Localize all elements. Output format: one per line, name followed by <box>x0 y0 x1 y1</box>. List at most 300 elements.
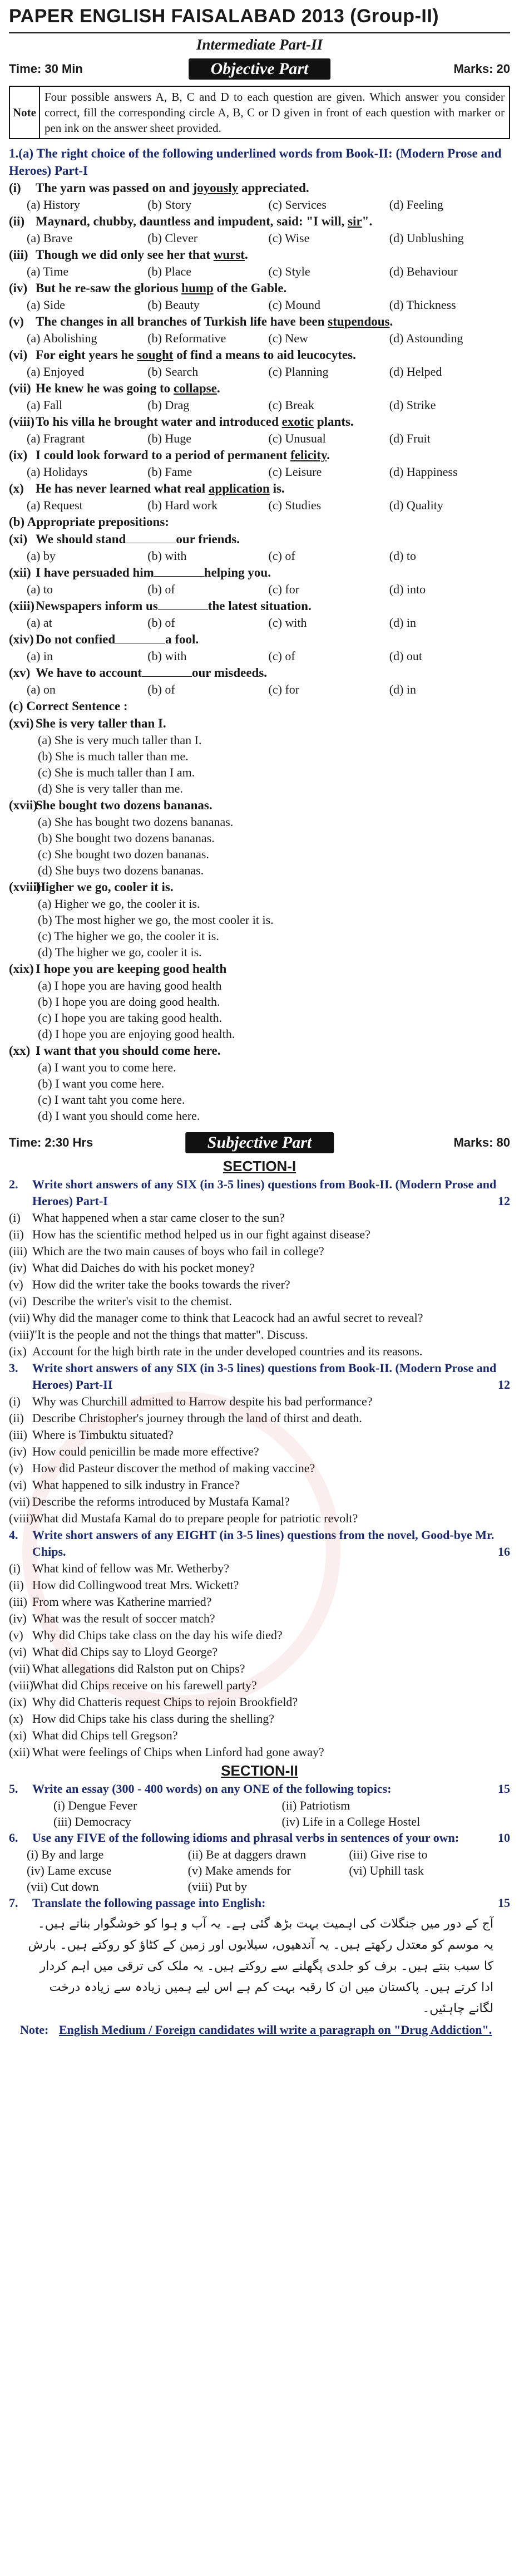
short-question-text: How could penicillin be made more effective? <box>32 1444 259 1458</box>
short-question-number: (i) <box>9 1211 21 1225</box>
answer-option: (b) Clever <box>147 231 198 245</box>
mcq-question <box>9 246 510 263</box>
answer-option: (b) Drag <box>147 398 190 412</box>
short-question-text: Where is Timbuktu situated? <box>32 1428 174 1442</box>
answer-option: (b) She is much taller than me. <box>38 749 189 763</box>
short-question-text: Why was Churchill admitted to Harrow despite his bad performance? <box>32 1394 373 1408</box>
answer-option: (d) Astounding <box>389 331 463 345</box>
q5-number: 5. <box>9 1782 18 1796</box>
short-question-text: From where was Katherine married? <box>32 1595 212 1609</box>
short-question <box>9 1577 510 1594</box>
question-text: For eight years he sought of find a means to aid leucocytes. <box>36 348 356 362</box>
answer-option: (a) by <box>27 549 56 563</box>
short-question-number: (viii) <box>9 1511 33 1525</box>
subjective-marks: Marks: 80 <box>453 1135 510 1149</box>
short-question-number: (ii) <box>9 1578 24 1592</box>
short-question-number: (vi) <box>9 1645 27 1659</box>
short-question-text: What kind of fellow was Mr. Wetherby? <box>32 1561 230 1575</box>
answer-option: (c) New <box>268 331 308 345</box>
short-question-number: (vii) <box>9 1311 30 1325</box>
short-question-text: What did Chips tell Gregson? <box>32 1728 178 1742</box>
section-2-heading: SECTION-II <box>221 1762 298 1779</box>
question-number: (ii) <box>9 214 25 228</box>
short-question <box>9 1243 510 1260</box>
answer-option: (d) She is very taller than me. <box>38 781 183 795</box>
q6-idioms <box>9 1846 510 1895</box>
question-number: 4. <box>9 1528 18 1542</box>
answer-option: (a) Enjoyed <box>27 365 85 378</box>
q6-marks: 10 <box>498 1831 510 1845</box>
short-question-text: What was the result of soccer match? <box>32 1611 215 1625</box>
short-question <box>9 1260 510 1276</box>
answer-option: (c) Style <box>268 264 310 278</box>
question-number: (x) <box>9 481 24 495</box>
short-question-text: How did the writer take the books towards the river? <box>32 1277 290 1291</box>
mcq-question <box>9 413 510 430</box>
blank-line <box>142 676 192 677</box>
short-question-text: Which are the two main causes of boys who fail in college? <box>32 1244 324 1258</box>
q7-note-text: English Medium / Foreign candidates will write a paragraph on "Drug Addiction". <box>59 2023 492 2037</box>
answer-option: (d) Quality <box>389 498 443 512</box>
question-heading-text: Write short answers of any EIGHT (in 3-5 lines) questions from the novel, Good-bye Mr. Chips. 16 <box>32 1527 510 1560</box>
answer-option: (b) Huge <box>147 431 192 445</box>
question-number: (xv) <box>9 666 31 680</box>
underlined-word: application <box>208 481 270 495</box>
answer-option: (c) I want taht you come here. <box>38 1093 185 1107</box>
short-question-number: (ix) <box>9 1344 27 1358</box>
question-text: The yarn was passed on and joyously appreciated. <box>36 181 309 195</box>
correct-sentence-question <box>9 960 510 977</box>
note-box <box>9 86 510 139</box>
short-question-number: (xii) <box>9 1745 30 1759</box>
answer-options <box>9 614 510 631</box>
short-question <box>9 1460 510 1477</box>
answer-option: (d) She buys two dozens bananas. <box>38 863 204 877</box>
short-question-number: (vi) <box>9 1478 27 1492</box>
short-question-number: (iv) <box>9 1611 27 1625</box>
answer-option: (a) Holidays <box>27 465 88 479</box>
short-question <box>9 1510 510 1527</box>
underlined-word: exotic <box>281 415 314 429</box>
idiom-item: (vii) Cut down <box>27 1880 99 1894</box>
answer-option: (c) Studies <box>268 498 322 512</box>
answer-option: (c) Mound <box>268 298 320 312</box>
short-question-text: What happened when a star came closer to the sun? <box>32 1211 285 1225</box>
answer-option: (b) Story <box>147 198 192 212</box>
question-heading <box>9 1527 510 1560</box>
q5-topics <box>9 1797 510 1830</box>
answer-option: (d) Thickness <box>389 298 456 312</box>
question-text: She bought two dozens bananas. <box>36 798 212 812</box>
answer-options <box>9 681 510 697</box>
question-text: Maynard, chubby, dauntless and impudent, said: "I will, sir". <box>36 214 373 228</box>
answer-option: (d) in <box>389 616 417 630</box>
answer-option: (c) Break <box>268 398 314 412</box>
question-text: We have to account our misdeeds. <box>36 666 268 680</box>
answer-option: (b) Reformative <box>147 331 226 345</box>
answer-option: (c) She is much taller than I am. <box>38 765 195 779</box>
question-text: Newspapers inform us the latest situation. <box>36 599 312 613</box>
short-question-text: "It is the people and not the things that matter". Discuss. <box>32 1328 308 1341</box>
short-question-number: (ii) <box>9 1227 24 1241</box>
preposition-question <box>9 564 510 581</box>
short-question-text: What did Mustafa Kamal do to prepare people for patriotic revolt? <box>32 1511 358 1525</box>
short-question-number: (iii) <box>9 1244 27 1258</box>
answer-options <box>9 363 510 380</box>
answer-option: (a) Request <box>27 498 83 512</box>
answer-option: (a) at <box>27 616 52 630</box>
short-question-text: How did Chips take his class during the shelling? <box>32 1712 275 1725</box>
essay-topic: (iii) Democracy <box>53 1815 131 1828</box>
idiom-item <box>349 1879 510 1895</box>
short-question <box>9 1477 510 1493</box>
question-number: 3. <box>9 1361 18 1375</box>
short-question <box>9 1443 510 1460</box>
q7-marks: 15 <box>498 1896 510 1910</box>
answer-option: (d) Fruit <box>389 431 431 445</box>
answer-option: (d) Unblushing <box>389 231 464 245</box>
question-text: Though we did only see her that wurst. <box>36 248 248 262</box>
short-question-number: (iii) <box>9 1428 27 1442</box>
answer-option: (b) with <box>147 649 187 663</box>
subjective-time: Time: 2:30 Hrs <box>9 1135 93 1149</box>
idiom-item: (iv) Lame excuse <box>27 1864 112 1877</box>
answer-options <box>9 430 510 446</box>
short-question <box>9 1210 510 1226</box>
answer-option: (a) She has bought two dozens bananas. <box>38 815 234 829</box>
correct-sentence-question <box>9 878 510 896</box>
question-number: (xvii) <box>9 798 38 812</box>
short-question-text: Describe the writer's visit to the chemist. <box>32 1294 232 1308</box>
answer-option: (b) Place <box>147 264 192 278</box>
q6-heading <box>9 1830 510 1846</box>
answer-option: (d) Strike <box>389 398 436 412</box>
correct-sentence-question <box>9 715 510 732</box>
short-question <box>9 1310 510 1326</box>
answer-option: (d) Helped <box>389 365 442 378</box>
q5-heading <box>9 1781 510 1797</box>
short-question-text: Why did Chatteris request Chips to rejoin Brookfield? <box>32 1695 298 1709</box>
essay-topic: (i) Dengue Fever <box>53 1798 137 1812</box>
underlined-word: hump <box>181 281 214 295</box>
short-question <box>9 1644 510 1660</box>
answer-option: (b) Search <box>147 365 199 378</box>
short-question-text: Describe the reforms introduced by Mustafa Kamal? <box>32 1495 290 1508</box>
question-6 <box>9 1830 510 1895</box>
question-number: (xvi) <box>9 716 34 730</box>
question-heading <box>9 1176 510 1210</box>
question-2 <box>9 1176 510 1360</box>
short-question-text: What did Chips receive on his farewell party? <box>32 1678 257 1692</box>
question-number: (xviii) <box>9 880 41 894</box>
idiom-item: (iii) Give rise to <box>349 1847 428 1861</box>
underlined-word: collapse <box>173 381 217 395</box>
answer-option: (c) Planning <box>268 365 329 378</box>
answer-option: (c) I hope you are taking good health. <box>38 1011 223 1025</box>
question-number: (iv) <box>9 281 28 295</box>
answer-options <box>9 230 510 246</box>
q7-note <box>9 2022 510 2038</box>
question-number: (i) <box>9 181 21 195</box>
short-question <box>9 1627 510 1644</box>
idiom-item: (v) Make amends for <box>187 1864 291 1877</box>
subjective-banner-row <box>9 1129 510 1156</box>
short-question-text: Why did the manager come to think that Leacock had an awful secret to reveal? <box>32 1311 423 1325</box>
essay-topic: (iv) Life in a College Hostel <box>281 1815 421 1828</box>
question-text: Do not confied a fool. <box>36 632 199 646</box>
short-question-text: Why did Chips take class on the day his wife died? <box>32 1628 283 1642</box>
preposition-list <box>9 530 510 697</box>
paper-subtitle: Intermediate Part-II <box>196 36 323 53</box>
short-question-number: (v) <box>9 1277 23 1291</box>
urdu-passage: آج کے دور میں جنگلات کی اہمیت بہت بڑھ گئی ہے۔ یہ آب و ہوا کو خوشگوار بناتے ہیں۔ یہ موسم کو معتدل رکھتے ہیں۔ یہ آندھیوں، سیلابوں اور زمین کے کٹاؤ کو روکتے ہیں۔ بارش کا سبب بنتے ہیں۔ برف کو جلدی پگھلنے سے روکتے ہیں۔ یہ ملک کی ترقی میں اہم کردار ادا کرتے ہیں۔ پاکستان میں ان کا رقبہ بہت کم ہے اس لیے ہمیں زیادہ سے زیادہ درخت لگانے چاہئیں۔ <box>28 1917 493 2015</box>
answer-option: (c) with <box>268 616 307 630</box>
answer-option: (d) into <box>389 582 426 596</box>
answer-option: (a) Fragrant <box>27 431 85 445</box>
answer-option: (a) Fall <box>27 398 63 412</box>
answer-option: (d) in <box>389 682 417 696</box>
answer-option: (a) She is very much taller than I. <box>38 733 202 747</box>
short-question-text: What did Daiches do with his pocket money? <box>32 1261 255 1275</box>
question-text: She is very taller than I. <box>36 716 166 730</box>
blank-line <box>158 609 208 610</box>
note-text: Four possible answers A, B, C and D to each question are given. Which answer you consider correct, fill the corresponding circle A, B, C or D given in front of each question with marker or pen ink on the answer sheet provided. <box>45 90 505 135</box>
idiom-item: (ii) Be at daggers drawn <box>187 1847 307 1861</box>
answer-option: (d) Behaviour <box>389 264 458 278</box>
short-question <box>9 1727 510 1744</box>
answer-option: (d) out <box>389 649 423 663</box>
answer-option: (b) of <box>147 682 175 696</box>
short-question <box>9 1560 510 1577</box>
question-text: I have persuaded him helping you. <box>36 566 271 579</box>
mcq-question <box>9 279 510 297</box>
short-question <box>9 1343 510 1360</box>
answer-option: (b) I want you come here. <box>38 1076 165 1090</box>
question-number: (viii) <box>9 415 34 429</box>
answer-option: (a) Side <box>27 298 66 312</box>
answer-option: (c) for <box>268 682 300 696</box>
question-heading-text: Write short answers of any SIX (in 3-5 lines) questions from Book-II. (Modern Prose and Heroes) Part-I 12 <box>32 1176 510 1210</box>
short-question <box>9 1393 510 1410</box>
answer-options <box>9 581 510 597</box>
subjective-banner: Subjective Part <box>185 1132 334 1153</box>
section-1-heading: SECTION-I <box>223 1158 296 1174</box>
answer-options <box>9 397 510 413</box>
short-question-number: (ii) <box>9 1411 24 1425</box>
question-text: To his villa he brought water and introduced exotic plants. <box>36 415 354 429</box>
underlined-word: stupendous <box>328 314 390 328</box>
answer-option: (a) Higher we go, the cooler it is. <box>38 897 200 911</box>
short-question-number: (i) <box>9 1561 21 1575</box>
q5-text <box>32 1781 510 1797</box>
question-text: I could look forward to a period of permanent felicity. <box>36 448 330 462</box>
objective-marks: Marks: 20 <box>453 62 510 76</box>
short-question <box>9 1677 510 1694</box>
short-question-text: How has the scientific method helped us in our fight against disease? <box>32 1227 370 1241</box>
answer-option: (c) Leisure <box>268 465 322 479</box>
q5-marks: 15 <box>498 1782 510 1796</box>
mcq-question <box>9 480 510 497</box>
short-question-number: (iv) <box>9 1261 27 1275</box>
question-heading <box>9 1360 510 1393</box>
short-question <box>9 1744 510 1761</box>
q7-note-label: Note: <box>20 2023 49 2037</box>
q1-heading: 1.(a) The right choice of the following underlined words from Book-II: (Modern Prose and Heroes) Part-I <box>9 146 502 178</box>
mcq-question <box>9 179 510 196</box>
short-question-text: What allegations did Ralston put on Chips? <box>32 1661 245 1675</box>
answer-option: (d) Feeling <box>389 198 443 212</box>
short-question <box>9 1710 510 1727</box>
question-heading-text: Write short answers of any SIX (in 3-5 lines) questions from Book-II. (Modern Prose and Heroes) Part-II 12 <box>32 1360 510 1393</box>
question-text: Higher we go, cooler it is. <box>36 880 174 894</box>
idiom-item: (vi) Uphill task <box>349 1864 424 1877</box>
paper-title: PAPER ENGLISH FAISALABAD 2013 (Group-II) <box>9 5 439 27</box>
short-question <box>9 1276 510 1293</box>
short-question <box>9 1226 510 1243</box>
preposition-question <box>9 530 510 548</box>
idiom-row <box>9 1846 510 1862</box>
short-question-text: What happened to silk industry in France? <box>32 1478 240 1492</box>
short-question-text: What were feelings of Chips when Linford had gone away? <box>32 1745 324 1759</box>
answer-option: (c) of <box>268 549 295 563</box>
question-number: 2. <box>9 1177 18 1191</box>
short-question <box>9 1493 510 1510</box>
correct-sentence-question <box>9 1042 510 1059</box>
answer-option: (d) I hope you are enjoying good health. <box>38 1027 235 1041</box>
answer-option: (a) on <box>27 682 56 696</box>
short-question <box>9 1410 510 1427</box>
short-question-number: (vii) <box>9 1661 30 1675</box>
mcq-question <box>9 313 510 330</box>
short-question <box>9 1694 510 1710</box>
question-3 <box>9 1360 510 1527</box>
short-question-text: How did Collingwood treat Mrs. Wickett? <box>32 1578 239 1592</box>
answer-option: (c) She bought two dozen bananas. <box>38 847 209 861</box>
answer-options <box>9 648 510 664</box>
q7-heading <box>9 1895 510 1911</box>
short-question <box>9 1293 510 1310</box>
question-4 <box>9 1527 510 1761</box>
idiom-row <box>9 1879 510 1895</box>
short-question <box>9 1594 510 1610</box>
q6-text <box>32 1830 510 1846</box>
answer-option: (a) to <box>27 582 53 596</box>
objective-time: Time: 30 Min <box>9 62 83 76</box>
answer-options <box>9 464 510 480</box>
short-question <box>9 1660 510 1677</box>
answer-option: (a) in <box>27 649 53 663</box>
short-question-number: (i) <box>9 1394 21 1408</box>
question-number: (xiii) <box>9 599 34 613</box>
q7-text <box>32 1895 510 1911</box>
answer-option: (c) Unusual <box>268 431 326 445</box>
question-text: We should stand our friends. <box>36 532 240 546</box>
answer-option: (c) The higher we go, the cooler it is. <box>38 929 219 943</box>
short-question <box>9 1326 510 1343</box>
short-question-text: What did Chips say to Lloyd George? <box>32 1645 218 1659</box>
idiom-item: (i) By and large <box>27 1847 104 1861</box>
answer-option: (b) The most higher we go, the most cooler it is. <box>38 913 274 927</box>
objective-banner: Objective Part <box>189 58 331 80</box>
short-question-number: (ix) <box>9 1695 27 1709</box>
answer-options <box>9 330 510 346</box>
underlined-word: sir <box>348 214 362 228</box>
question-5 <box>9 1781 510 1830</box>
question-number: (iii) <box>9 248 28 262</box>
answer-option: (d) I want you should come here. <box>38 1109 200 1123</box>
question-marks: 12 <box>498 1194 510 1208</box>
question-7 <box>9 1895 510 2038</box>
short-question-number: (vi) <box>9 1294 27 1308</box>
question-marks: 16 <box>498 1545 510 1559</box>
question-text: But he re-saw the glorious hump of the Gable. <box>36 281 287 295</box>
answer-option: (b) Hard work <box>147 498 218 512</box>
answer-options <box>9 297 510 313</box>
underlined-word: joyously <box>192 181 239 195</box>
idiom-item: (viii) Put by <box>187 1880 248 1894</box>
answer-options <box>9 548 510 564</box>
underlined-word: felicity <box>290 448 327 462</box>
short-question-number: (iv) <box>9 1444 27 1458</box>
q1b-heading: (b) Appropriate prepositions: <box>9 515 169 529</box>
answer-option: (c) Services <box>268 198 327 212</box>
question-number: (v) <box>9 314 24 328</box>
answer-option: (a) History <box>27 198 80 212</box>
mcq-question <box>9 346 510 363</box>
question-number: (xiv) <box>9 632 34 646</box>
answer-option: (d) The higher we go, cooler it is. <box>38 945 202 959</box>
short-question-text: Describe Christopher's journey through the land of thirst and death. <box>32 1411 362 1425</box>
answer-option: (c) of <box>268 649 295 663</box>
paper-header <box>9 0 510 33</box>
mcq-question <box>9 446 510 464</box>
question-number: (xix) <box>9 962 34 976</box>
underlined-word: sought <box>137 348 174 362</box>
question-text: The changes in all branches of Turkish life have been stupendous. <box>36 314 393 328</box>
preposition-question <box>9 597 510 614</box>
short-question-number: (v) <box>9 1461 23 1475</box>
question-text: He has never learned what real application is. <box>36 481 285 495</box>
preposition-question <box>9 664 510 681</box>
q6-number: 6. <box>9 1831 18 1845</box>
idiom-row <box>9 1862 510 1879</box>
q1c-heading: (c) Correct Sentence : <box>9 699 128 713</box>
question-text: I want that you should come here. <box>36 1044 221 1058</box>
answer-option: (a) I hope you are having good health <box>38 979 222 992</box>
answer-option: (b) of <box>147 582 175 596</box>
answer-option: (d) to <box>389 549 417 563</box>
short-question-number: (x) <box>9 1712 23 1725</box>
answer-options <box>9 497 510 513</box>
short-question-text: How did Pasteur discover the method of making vaccine? <box>32 1461 315 1475</box>
answer-option: (d) Happiness <box>389 465 458 479</box>
short-question <box>9 1610 510 1627</box>
short-question-text: Account for the high birth rate in the under developed countries and its reasons. <box>32 1344 423 1358</box>
question-number: (xx) <box>9 1044 31 1058</box>
answer-option: (b) Beauty <box>147 298 200 312</box>
correct-sentence-list <box>9 715 510 1124</box>
short-question-number: (iii) <box>9 1595 27 1609</box>
mcq-list <box>9 179 510 513</box>
answer-option: (a) I want you to come here. <box>38 1060 176 1074</box>
mcq-question <box>9 213 510 230</box>
short-question-number: (viii) <box>9 1678 33 1692</box>
short-question-number: (xi) <box>9 1728 27 1742</box>
question-number: (vii) <box>9 381 31 395</box>
correct-sentence-question <box>9 797 510 814</box>
question-number: (vi) <box>9 348 28 362</box>
answer-option: (b) She bought two dozens bananas. <box>38 831 215 845</box>
